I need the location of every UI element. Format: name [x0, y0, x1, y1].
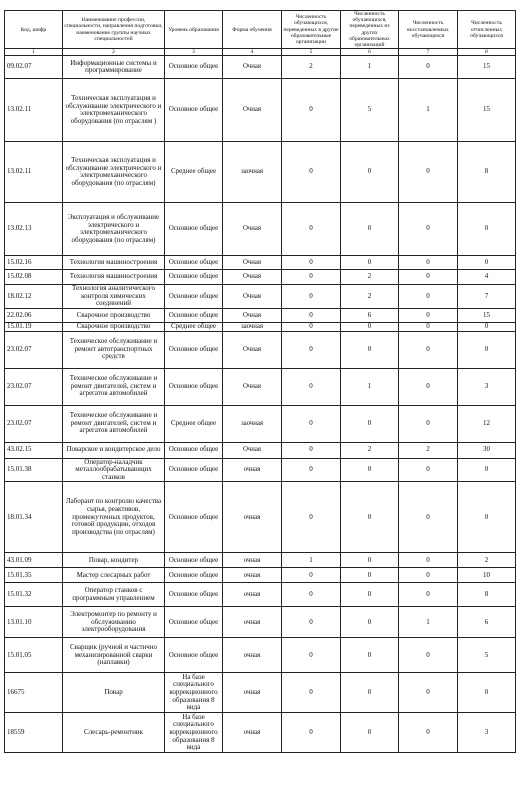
cell-restored: 0: [399, 285, 458, 309]
table-row: [5, 583, 516, 607]
table-row: [5, 331, 516, 368]
cell-transferred-in: 0: [341, 482, 399, 553]
cell-level: Основное общее: [165, 568, 223, 583]
cell-level: На базе специального коррекционного образования 8 вида: [165, 673, 223, 713]
document-page: [4, 10, 515, 753]
cell-name: Технология машиностроения: [63, 256, 165, 270]
table-row: [5, 607, 516, 638]
cell-transferred-in: 0: [341, 713, 399, 753]
table-row: [5, 568, 516, 583]
cell-code: 18559: [5, 713, 63, 753]
cell-code: 23.02.07: [5, 368, 63, 405]
cell-code: 15.01.32: [5, 583, 63, 607]
table-row: [5, 56, 516, 79]
table-row: [5, 638, 516, 673]
cell-name: Эксплуатация и обслуживание электрического и электромеханического оборудования (по отраслям): [63, 203, 165, 256]
cell-code: 15.02.16: [5, 256, 63, 270]
cell-transferred-in: 6: [341, 309, 399, 323]
table-row: [5, 309, 516, 323]
cell-expelled: 0: [458, 673, 516, 713]
cell-name: Техническая эксплуатация и обслуживание электрического и электромеханического оборудования (по отраслям): [63, 142, 165, 203]
table-row: [5, 482, 516, 553]
cell-level: Основное общее: [165, 331, 223, 368]
cell-expelled: 5: [458, 638, 516, 673]
cell-level: Основное общее: [165, 583, 223, 607]
table-row: [5, 142, 516, 203]
cell-form: Очная: [223, 56, 282, 79]
cell-restored: 0: [399, 270, 458, 285]
cell-form: очная: [223, 638, 282, 673]
cell-code: 43.01.09: [5, 553, 63, 568]
table-row: [5, 673, 516, 713]
column-number: 2: [63, 49, 165, 56]
cell-transferred-in: 5: [341, 79, 399, 142]
cell-restored: 0: [399, 583, 458, 607]
column-number: 8: [458, 49, 516, 56]
cell-transferred-out: 2: [282, 56, 341, 79]
cell-form: Очная: [223, 368, 282, 405]
table-row: [5, 256, 516, 270]
column-number: 1: [5, 49, 63, 56]
cell-name: Мастер слесарных работ: [63, 568, 165, 583]
cell-expelled: 4: [458, 270, 516, 285]
cell-level: Основное общее: [165, 203, 223, 256]
cell-expelled: 0: [458, 482, 516, 553]
header-code: Код, шифр: [5, 11, 63, 49]
table-row: [5, 713, 516, 753]
cell-name: Слесарь-ремонтник: [63, 713, 165, 753]
table-body: [5, 56, 516, 753]
cell-transferred-out: 0: [282, 673, 341, 713]
cell-code: 43.02.15: [5, 442, 63, 458]
cell-name: Технология аналитического контроля химических соединений: [63, 285, 165, 309]
cell-restored: 0: [399, 482, 458, 553]
cell-restored: 0: [399, 713, 458, 753]
cell-transferred-in: 2: [341, 285, 399, 309]
cell-restored: 0: [399, 458, 458, 482]
cell-level: Среднее общее: [165, 405, 223, 442]
table-row: [5, 553, 516, 568]
cell-expelled: 3: [458, 713, 516, 753]
table-row: [5, 270, 516, 285]
cell-expelled: 3: [458, 368, 516, 405]
header-row: [5, 11, 516, 49]
header-expelled: Численность отчисленных обучающихся: [458, 11, 516, 49]
cell-form: очная: [223, 607, 282, 638]
cell-name: Техническая эксплуатация и обслуживание электрического и электромеханического оборудования (по отраслям ): [63, 79, 165, 142]
cell-level: Основное общее: [165, 607, 223, 638]
column-number: 4: [223, 49, 282, 56]
cell-form: Очная: [223, 203, 282, 256]
cell-transferred-in: 0: [341, 673, 399, 713]
cell-name: Информационные системы и программирование: [63, 56, 165, 79]
cell-code: 13.01.10: [5, 607, 63, 638]
cell-name: Техническое обслуживание и ремонт автотранспортных средств: [63, 331, 165, 368]
cell-name: Поварское и кондитерское дело: [63, 442, 165, 458]
cell-expelled: 7: [458, 285, 516, 309]
cell-level: Основное общее: [165, 442, 223, 458]
cell-level: На базе специального коррекционного образования 8 вида: [165, 713, 223, 753]
table-row: [5, 368, 516, 405]
table-row: [5, 323, 516, 332]
table-row: [5, 79, 516, 142]
students-movement-table: [4, 10, 516, 753]
cell-transferred-out: 0: [282, 638, 341, 673]
cell-name: Повар, кондитер: [63, 553, 165, 568]
cell-level: Основное общее: [165, 256, 223, 270]
cell-expelled: 10: [458, 568, 516, 583]
column-number-row: [5, 49, 516, 56]
cell-level: Основное общее: [165, 285, 223, 309]
cell-transferred-out: 0: [282, 203, 341, 256]
cell-form: очная: [223, 568, 282, 583]
cell-form: Очная: [223, 331, 282, 368]
column-number: 6: [341, 49, 399, 56]
header-restored: Численность восстановленных обучающихся: [399, 11, 458, 49]
cell-transferred-in: 1: [341, 368, 399, 405]
header-level: Уровень образования: [165, 11, 223, 49]
cell-restored: 0: [399, 142, 458, 203]
cell-transferred-out: 0: [282, 270, 341, 285]
column-number: 7: [399, 49, 458, 56]
cell-form: очная: [223, 458, 282, 482]
cell-code: 18.01.34: [5, 482, 63, 553]
cell-form: очная: [223, 673, 282, 713]
table-row: [5, 405, 516, 442]
cell-restored: 0: [399, 331, 458, 368]
cell-transferred-out: 1: [282, 553, 341, 568]
cell-restored: 1: [399, 607, 458, 638]
cell-form: очная: [223, 482, 282, 553]
cell-code: 23.02.07: [5, 331, 63, 368]
cell-form: заочная: [223, 405, 282, 442]
cell-level: Основное общее: [165, 368, 223, 405]
cell-level: Основное общее: [165, 56, 223, 79]
cell-transferred-out: 0: [282, 583, 341, 607]
cell-restored: 0: [399, 638, 458, 673]
cell-code: 22.02.06: [5, 309, 63, 323]
cell-name: Техническое обслуживание и ремонт двигателей, систем и агрегатов автомобилей: [63, 368, 165, 405]
cell-expelled: 0: [458, 203, 516, 256]
cell-code: 23.02.07: [5, 405, 63, 442]
cell-expelled: 30: [458, 442, 516, 458]
cell-code: 09.02.07: [5, 56, 63, 79]
cell-form: Очная: [223, 285, 282, 309]
cell-code: 15.01.19: [5, 323, 63, 332]
cell-level: Основное общее: [165, 458, 223, 482]
cell-transferred-in: 0: [341, 583, 399, 607]
cell-form: Очная: [223, 309, 282, 323]
cell-code: 13.02.11: [5, 79, 63, 142]
cell-expelled: 12: [458, 405, 516, 442]
cell-transferred-in: 0: [341, 142, 399, 203]
cell-transferred-in: 0: [341, 553, 399, 568]
table-row: [5, 458, 516, 482]
cell-code: 13.02.13: [5, 203, 63, 256]
cell-transferred-in: 0: [341, 203, 399, 256]
cell-transferred-out: 0: [282, 79, 341, 142]
cell-transferred-out: 0: [282, 331, 341, 368]
cell-name: Сварочное производство: [63, 323, 165, 332]
cell-restored: 0: [399, 568, 458, 583]
cell-expelled: 0: [458, 458, 516, 482]
cell-level: Основное общее: [165, 638, 223, 673]
cell-transferred-out: 0: [282, 309, 341, 323]
cell-name: Техническое обслуживание и ремонт двигателей, систем и агрегатов автомобилей: [63, 405, 165, 442]
cell-restored: 0: [399, 553, 458, 568]
cell-restored: 0: [399, 673, 458, 713]
header-transferred-in: Численность обучающихся, переведенных из других образовательных организаций: [341, 11, 399, 49]
cell-expelled: 15: [458, 79, 516, 142]
cell-transferred-in: 0: [341, 323, 399, 332]
cell-level: Среднее общее: [165, 323, 223, 332]
cell-transferred-in: 0: [341, 638, 399, 673]
cell-transferred-in: 0: [341, 331, 399, 368]
cell-code: 13.02.11: [5, 142, 63, 203]
cell-transferred-in: 2: [341, 270, 399, 285]
cell-restored: 1: [399, 79, 458, 142]
cell-restored: 0: [399, 405, 458, 442]
cell-transferred-out: 0: [282, 442, 341, 458]
cell-expelled: 15: [458, 309, 516, 323]
cell-name: Электромонтер по ремонту и обслуживанию электрооборудования: [63, 607, 165, 638]
cell-form: Очная: [223, 442, 282, 458]
cell-form: Очная: [223, 79, 282, 142]
cell-form: заочная: [223, 142, 282, 203]
cell-transferred-in: 0: [341, 568, 399, 583]
cell-expelled: 6: [458, 607, 516, 638]
cell-code: 15.01.38: [5, 458, 63, 482]
cell-code: 15.01.35: [5, 568, 63, 583]
cell-code: 15.02.08: [5, 270, 63, 285]
column-number: 3: [165, 49, 223, 56]
cell-code: 16675: [5, 673, 63, 713]
cell-transferred-in: 0: [341, 256, 399, 270]
cell-form: заочная: [223, 323, 282, 332]
cell-transferred-out: 0: [282, 607, 341, 638]
cell-restored: 0: [399, 323, 458, 332]
cell-name: Технология машиностроения: [63, 270, 165, 285]
cell-name: Лаборант по контролю качества сырья, реактивов, промежуточных продуктов, готовой продукции, отходов производства (по отраслям): [63, 482, 165, 553]
cell-expelled: 8: [458, 142, 516, 203]
cell-restored: 0: [399, 203, 458, 256]
cell-transferred-out: 0: [282, 405, 341, 442]
cell-level: Основное общее: [165, 270, 223, 285]
cell-level: Основное общее: [165, 553, 223, 568]
table-row: [5, 442, 516, 458]
cell-transferred-out: 0: [282, 323, 341, 332]
cell-level: Основное общее: [165, 79, 223, 142]
cell-transferred-in: 0: [341, 405, 399, 442]
cell-expelled: 2: [458, 553, 516, 568]
cell-level: Основное общее: [165, 482, 223, 553]
cell-form: очная: [223, 583, 282, 607]
cell-transferred-out: 0: [282, 142, 341, 203]
cell-restored: 2: [399, 442, 458, 458]
cell-level: Среднее общее: [165, 142, 223, 203]
cell-transferred-out: 0: [282, 568, 341, 583]
cell-restored: 0: [399, 368, 458, 405]
cell-transferred-in: 0: [341, 458, 399, 482]
cell-transferred-out: 0: [282, 368, 341, 405]
cell-transferred-out: 0: [282, 482, 341, 553]
cell-code: 18.02.12: [5, 285, 63, 309]
cell-name: Сварщик (ручной и частично механизированной сварки (наплавки): [63, 638, 165, 673]
cell-restored: 0: [399, 56, 458, 79]
cell-name: Сварочное производство: [63, 309, 165, 323]
cell-expelled: 0: [458, 256, 516, 270]
cell-form: Очная: [223, 256, 282, 270]
cell-transferred-out: 0: [282, 458, 341, 482]
header-form: Форма обучения: [223, 11, 282, 49]
cell-restored: 0: [399, 256, 458, 270]
header-transferred-out: Численность обучающихся, переведенных в другие образовательные организации: [282, 11, 341, 49]
cell-transferred-in: 1: [341, 56, 399, 79]
table-row: [5, 285, 516, 309]
cell-code: 15.01.05: [5, 638, 63, 673]
column-number: 5: [282, 49, 341, 56]
table-row: [5, 203, 516, 256]
cell-transferred-out: 0: [282, 713, 341, 753]
cell-transferred-out: 0: [282, 256, 341, 270]
cell-form: очная: [223, 553, 282, 568]
header-name: Наименование профессии, специальности, направления подготовки, наименование группы научных специальностей: [63, 11, 165, 49]
cell-name: Оператор-наладчик металлообрабатывающих станков: [63, 458, 165, 482]
cell-transferred-out: 0: [282, 285, 341, 309]
cell-transferred-in: 0: [341, 607, 399, 638]
cell-expelled: 15: [458, 56, 516, 79]
cell-form: очная: [223, 713, 282, 753]
cell-name: Оператор станков с программным управлением: [63, 583, 165, 607]
cell-level: Основное общее: [165, 309, 223, 323]
cell-expelled: 0: [458, 331, 516, 368]
cell-transferred-in: 2: [341, 442, 399, 458]
cell-form: Очная: [223, 270, 282, 285]
cell-name: Повар: [63, 673, 165, 713]
cell-expelled: 0: [458, 323, 516, 332]
cell-restored: 0: [399, 309, 458, 323]
cell-expelled: 8: [458, 583, 516, 607]
